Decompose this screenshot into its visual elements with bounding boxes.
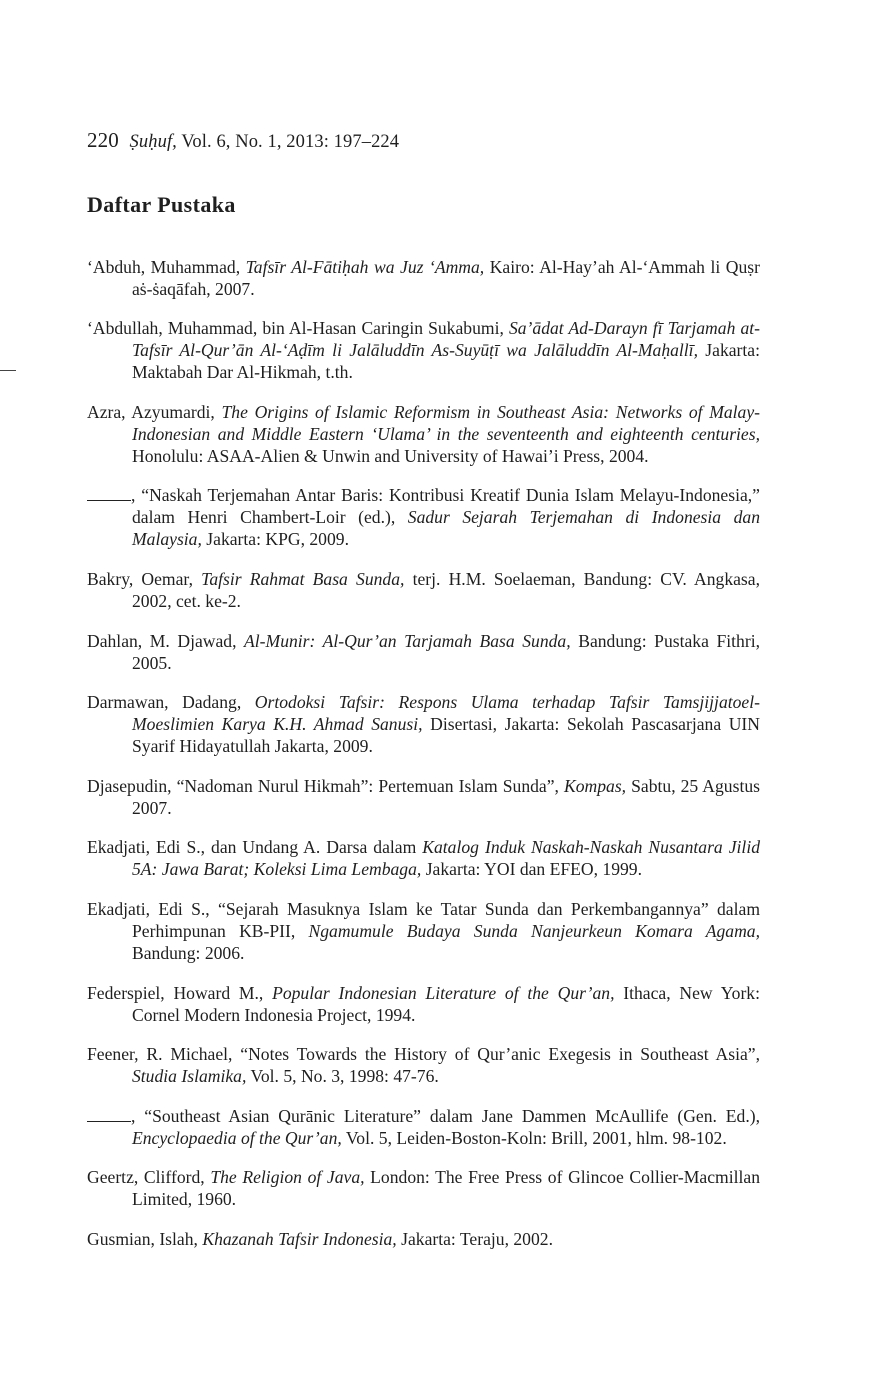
reference-entry (87, 568, 760, 612)
reference-publication: Kairo: Al-Hay’ah Al-‘Ammah li Quṣr aṡ-ṡaqāfah, 2007. (132, 256, 760, 299)
reference-publication: Jakarta: Maktabah Dar Al-Hikmah, t.th. (132, 340, 761, 383)
reference-author: Bakry, Oemar, (87, 568, 202, 589)
reference-publication: Disertasi, Jakarta: Sekolah Pascasarjana UIN Syarif Hidayatullah Jakarta, 2009. (132, 714, 761, 757)
reference-title: The Religion of Java, (210, 1167, 365, 1188)
journal-title: Ṣuḥuf, (129, 132, 177, 152)
reference-title: Ngamumule Budaya Sunda Nanjeurkeun Komara Agama, (308, 920, 760, 941)
reference-title: Kompas, (564, 775, 627, 796)
section-title: Daftar Pustaka (87, 192, 236, 217)
page-number: 220 (87, 128, 119, 152)
reference-title: Sadur Sejarah Terjemahan di Indonesia dan Malaysia, (132, 507, 760, 550)
reference-entry (87, 317, 760, 383)
reference-entry (87, 836, 760, 880)
reference-author: Darmawan, Dadang, (87, 692, 255, 713)
reference-author: Gusmian, Islah, (87, 1228, 203, 1249)
reference-publication: Jakarta: YOI dan EFEO, 1999. (421, 859, 642, 880)
reference-publication: Jakarta: Teraju, 2002. (396, 1228, 553, 1249)
reference-publication: London: The Free Press of Glincoe Collier-Macmillan Limited, 1960. (132, 1167, 761, 1210)
reference-entry (87, 1043, 760, 1087)
reference-title: Ortodoksi Tafsir: Respons Ulama terhadap Tafsir Tamsjijjatoel-Moeslimien Karya K.H. Ahmad Sanusi, (132, 692, 760, 735)
reference-title: Sa’ādat Ad-Darayn fī Tarjamah at-Tafsīr Al-Qur’ān Al-‘Aḍīm li Jalāluddīn As-Suyūṭī wa Jalāluddīn Al-Maḥallī, (132, 318, 760, 361)
reference-title: Studia Islamika, (132, 1066, 247, 1087)
reference-publication: Sabtu, 25 Agustus 2007. (132, 775, 760, 818)
reference-title: Encyclopaedia of the Qur’an, (132, 1127, 342, 1148)
reference-publication: terj. H.M. Soelaeman, Bandung: CV. Angkasa, 2002, cet. ke-2. (132, 568, 760, 611)
reference-publication: Vol. 5, No. 3, 1998: 47-76. (246, 1066, 439, 1087)
running-header (87, 128, 399, 153)
volume-info: Vol. 6, No. 1, 2013: 197–224 (181, 132, 400, 152)
reference-author: Dahlan, M. Djawad, (87, 630, 245, 651)
reference-entry (87, 630, 760, 674)
reference-title: The Origins of Islamic Reformism in Southeast Asia: Networks of Malay-Indonesian and Middle Eastern ‘Ulama’ in the seventeenth and eighteenth centuries, (132, 401, 761, 444)
reference-list (87, 238, 760, 1264)
reference-author: ‘Abduh, Muhammad, (87, 256, 246, 277)
reference-title: Katalog Induk Naskah-Naskah Nusantara Jilid 5A: Jawa Barat; Koleksi Lima Lembaga, (132, 837, 760, 880)
reference-publication: Vol. 5, Leiden-Boston-Koln: Brill, 2001, hlm. 98-102. (341, 1127, 727, 1148)
reference-publication: Honolulu: ASAA-Alien & Unwin and University of Hawai’i Press, 2004. (132, 445, 649, 466)
reference-entry (87, 1105, 760, 1149)
reference-title: Popular Indonesian Literature of the Qur’an, (272, 982, 615, 1003)
reference-author: Federspiel, Howard M., (87, 982, 273, 1003)
reference-author: , “Southeast Asian Qurānic Literature” dalam Jane Dammen McAullife (Gen. Ed.), (131, 1105, 760, 1126)
reference-title: Khazanah Tafsir Indonesia, (202, 1228, 397, 1249)
reference-entry (87, 691, 760, 757)
reference-publication: Bandung: Pustaka Fithri, 2005. (132, 630, 760, 673)
reference-author: Ekadjati, Edi S., dan Undang A. Darsa dalam (87, 837, 423, 858)
reference-title: Al-Munir: Al-Qur’an Tarjamah Basa Sunda, (244, 630, 571, 651)
repeat-author-dash (87, 499, 131, 501)
reference-author: , “Naskah Terjemahan Antar Baris: Kontribusi Kreatif Dunia Islam Melayu-Indonesia,” dalam Henri Chambert-Loir (ed.), (131, 485, 760, 528)
reference-author: Geertz, Clifford, (87, 1167, 211, 1188)
reference-entry (87, 256, 760, 300)
reference-entry (87, 1166, 760, 1210)
reference-publication: Jakarta: KPG, 2009. (201, 529, 349, 550)
reference-author: ‘Abdullah, Muhammad, bin Al-Hasan Caringin Sukabumi, (87, 318, 509, 339)
reference-entry (87, 401, 760, 467)
reference-publication: Ithaca, New York: Cornel Modern Indonesia Project, 1994. (132, 982, 760, 1025)
reference-title: Tafsīr Al-Fātiḥah wa Juz ‘Amma, (245, 256, 485, 277)
reference-entry (87, 775, 760, 819)
reference-publication: Bandung: 2006. (132, 942, 245, 963)
margin-mark (0, 370, 16, 371)
reference-entry (87, 898, 760, 964)
repeat-author-dash (87, 1120, 131, 1122)
reference-title: Tafsir Rahmat Basa Sunda, (201, 568, 405, 589)
reference-entry (87, 1228, 760, 1250)
reference-author: Ekadjati, Edi S., “Sejarah Masuknya Islam ke Tatar Sunda dan Perkembangannya” dalam Perhimpunan KB-PII, (87, 898, 760, 941)
reference-entry (87, 484, 760, 550)
reference-author: Feener, R. Michael, “Notes Towards the History of Qur’anic Exegesis in Southeast Asia”, (87, 1044, 760, 1065)
reference-entry (87, 982, 760, 1026)
reference-author: Djasepudin, “Nadoman Nurul Hikmah”: Pertemuan Islam Sunda”, (87, 775, 564, 796)
reference-author: Azra, Azyumardi, (87, 401, 222, 422)
